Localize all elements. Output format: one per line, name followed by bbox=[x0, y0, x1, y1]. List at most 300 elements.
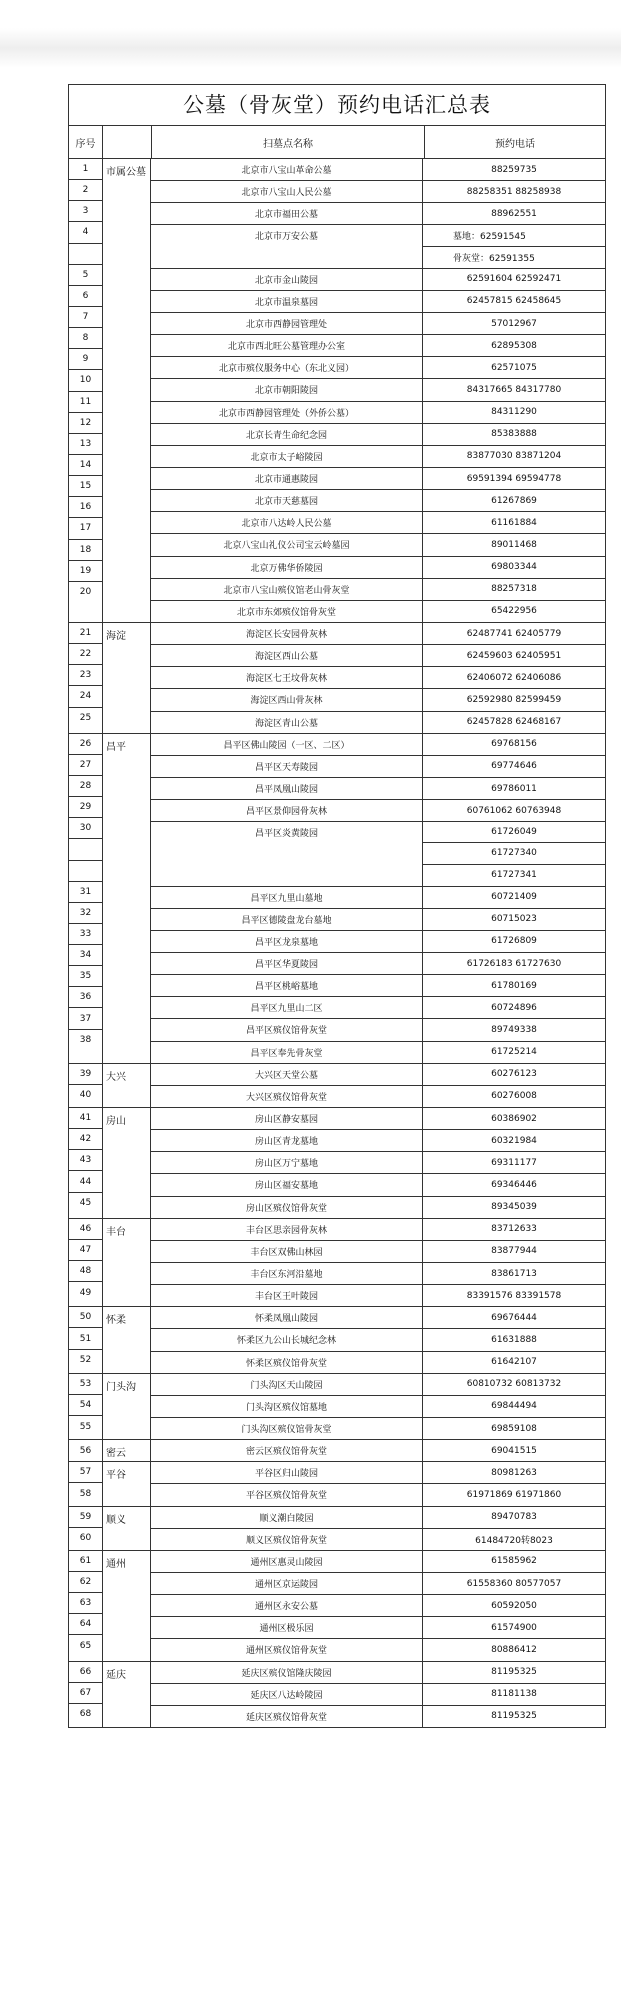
table-row bbox=[151, 269, 605, 291]
district-label: 昌平 bbox=[103, 734, 151, 1063]
district-group bbox=[69, 1507, 605, 1551]
table-row bbox=[151, 534, 605, 556]
phone-number: 57012967 bbox=[491, 318, 537, 329]
phone-cell bbox=[423, 997, 605, 1018]
site-name: 丰台区思亲园骨灰林 bbox=[151, 1219, 423, 1240]
table-row bbox=[151, 313, 605, 335]
phone-cell bbox=[423, 689, 605, 710]
phone-cell bbox=[423, 1174, 605, 1195]
row-number: 63 bbox=[69, 1593, 102, 1614]
phone-number: 61971869 61971860 bbox=[466, 1490, 562, 1500]
row-number: 49 bbox=[79, 1287, 92, 1298]
phone-number: 83877944 bbox=[491, 1246, 537, 1257]
phone-cell bbox=[423, 822, 605, 885]
site-name: 海淀区青山公墓 bbox=[151, 712, 423, 733]
phone-number: 61585962 bbox=[491, 1556, 537, 1567]
table-body bbox=[69, 159, 605, 1728]
site-name: 昌平区九里山二区 bbox=[151, 997, 423, 1018]
district-label: 海淀 bbox=[103, 623, 151, 733]
phone-number: 62459603 62405951 bbox=[466, 650, 562, 661]
site-name: 丰台区东河沿墓地 bbox=[151, 1263, 423, 1284]
row-number: 4 bbox=[69, 222, 102, 243]
row-number-column bbox=[69, 1551, 103, 1661]
group-rows bbox=[151, 1374, 605, 1439]
row-number: 2 bbox=[69, 180, 102, 201]
phone-number: 62406072 62406086 bbox=[466, 672, 562, 683]
row-number: 64 bbox=[69, 1614, 102, 1635]
table-row bbox=[151, 557, 605, 579]
phone-number: 骨灰堂：62591355 bbox=[453, 253, 535, 264]
row-number: 35 bbox=[69, 966, 102, 987]
row-number: 62 bbox=[69, 1572, 102, 1593]
district-group bbox=[69, 1551, 605, 1662]
phone-number: 83391576 83391578 bbox=[466, 1290, 562, 1301]
group-rows bbox=[151, 623, 605, 733]
phone-number: 83712633 bbox=[491, 1224, 537, 1235]
group-rows bbox=[151, 734, 605, 1063]
site-name: 怀柔凤凰山陵园 bbox=[151, 1307, 423, 1328]
row-number: 40 bbox=[79, 1090, 92, 1101]
group-rows bbox=[151, 1662, 605, 1727]
phone-number: 84317665 84317780 bbox=[466, 384, 562, 395]
row-number: 55 bbox=[79, 1421, 92, 1432]
site-name: 门头沟区殡仪馆墓地 bbox=[151, 1396, 423, 1417]
row-number: 11 bbox=[69, 392, 102, 413]
phone-cell bbox=[423, 778, 605, 799]
district-group bbox=[69, 1108, 605, 1219]
phone-number: 85383888 bbox=[491, 429, 537, 440]
row-number: 46 bbox=[69, 1219, 102, 1240]
phone-cell bbox=[423, 1706, 605, 1727]
table-row bbox=[151, 645, 605, 667]
site-name: 北京市通惠陵园 bbox=[151, 468, 423, 489]
phone-number: 88962551 bbox=[491, 208, 537, 219]
site-name: 昌平区桃峪墓地 bbox=[151, 975, 423, 996]
row-number-column bbox=[69, 1219, 103, 1307]
phone-number: 61484720转8023 bbox=[475, 1535, 553, 1546]
table-row bbox=[151, 159, 605, 181]
table-row bbox=[151, 1329, 605, 1351]
phone-cell bbox=[423, 1662, 605, 1683]
phone-number: 61726049 bbox=[423, 822, 605, 843]
site-name: 昌平区殡仪馆骨灰堂 bbox=[151, 1019, 423, 1040]
site-name: 房山区福安墓地 bbox=[151, 1174, 423, 1195]
table-row bbox=[151, 579, 605, 601]
site-name: 大兴区天堂公墓 bbox=[151, 1064, 423, 1085]
district-group bbox=[69, 159, 605, 623]
table-row bbox=[151, 822, 605, 886]
site-name: 北京市西静园管理处（外侨公墓） bbox=[151, 402, 423, 423]
phone-number: 61780169 bbox=[491, 980, 537, 991]
phone-cell bbox=[423, 1352, 605, 1373]
site-name: 海淀区西山骨灰林 bbox=[151, 689, 423, 710]
site-name: 延庆区殡仪馆骨灰堂 bbox=[151, 1706, 423, 1727]
phone-number: 69676444 bbox=[491, 1312, 537, 1323]
site-name: 门头沟区殡仪馆骨灰堂 bbox=[151, 1418, 423, 1439]
row-number-column bbox=[69, 1662, 103, 1727]
phone-number: 69591394 69594778 bbox=[466, 473, 562, 484]
phone-number: 60276008 bbox=[491, 1091, 537, 1102]
phone-cell bbox=[423, 667, 605, 688]
phone-cell bbox=[423, 181, 605, 202]
table-row bbox=[151, 1064, 605, 1086]
phone-cell bbox=[423, 1219, 605, 1240]
table-row bbox=[151, 1662, 605, 1684]
phone-cell bbox=[423, 1019, 605, 1040]
phone-cell bbox=[423, 1507, 605, 1528]
site-name: 北京市八达岭人民公墓 bbox=[151, 512, 423, 533]
row-number-column bbox=[69, 1507, 103, 1550]
phone-cell bbox=[423, 1573, 605, 1594]
row-number: 48 bbox=[69, 1261, 102, 1282]
phone-number: 60761062 60763948 bbox=[466, 805, 562, 816]
table-row bbox=[151, 203, 605, 225]
table-row bbox=[151, 1086, 605, 1107]
table-row bbox=[151, 800, 605, 822]
group-rows bbox=[151, 1219, 605, 1307]
table-row bbox=[151, 689, 605, 711]
table-row bbox=[151, 1507, 605, 1529]
district-group bbox=[69, 623, 605, 734]
group-rows bbox=[151, 1507, 605, 1550]
row-number-blank bbox=[69, 861, 102, 882]
site-name: 北京万佛华侨陵园 bbox=[151, 557, 423, 578]
site-name: 平谷区归山陵园 bbox=[151, 1462, 423, 1483]
district-group bbox=[69, 1662, 605, 1728]
site-name: 北京市温泉墓园 bbox=[151, 291, 423, 312]
site-name: 房山区万宁墓地 bbox=[151, 1152, 423, 1173]
phone-cell bbox=[423, 1130, 605, 1151]
phone-cell bbox=[423, 1617, 605, 1638]
phone-cell bbox=[423, 1418, 605, 1439]
phone-number: 61725214 bbox=[491, 1047, 537, 1058]
phone-number: 61631888 bbox=[491, 1335, 537, 1346]
site-name: 北京市八宝山殡仪馆老山骨灰堂 bbox=[151, 579, 423, 600]
row-number: 13 bbox=[69, 434, 102, 455]
table-row bbox=[151, 1396, 605, 1418]
phone-cell bbox=[423, 225, 605, 267]
phone-cell bbox=[423, 756, 605, 777]
row-number: 30 bbox=[69, 818, 102, 839]
phone-number: 60386902 bbox=[491, 1113, 537, 1124]
site-name: 北京市万安公墓 bbox=[151, 225, 423, 267]
district-group bbox=[69, 1219, 605, 1308]
site-name: 顺义潮白陵园 bbox=[151, 1507, 423, 1528]
phone-cell bbox=[423, 1285, 605, 1306]
row-number: 52 bbox=[79, 1355, 92, 1366]
row-number: 19 bbox=[69, 561, 102, 582]
table-row bbox=[151, 1130, 605, 1152]
phone-cell bbox=[423, 953, 605, 974]
row-number: 28 bbox=[69, 776, 102, 797]
phone-cell bbox=[423, 1064, 605, 1085]
phone-cell bbox=[423, 1086, 605, 1107]
row-number: 26 bbox=[69, 734, 102, 755]
phone-cell bbox=[423, 1639, 605, 1660]
site-name: 昌平凤凰山陵园 bbox=[151, 778, 423, 799]
district-group bbox=[69, 1462, 605, 1506]
site-name: 北京长青生命纪念园 bbox=[151, 424, 423, 445]
table-row bbox=[151, 975, 605, 997]
table-row bbox=[151, 1639, 605, 1660]
table-row bbox=[151, 931, 605, 953]
row-number: 3 bbox=[69, 201, 102, 222]
table-row bbox=[151, 1706, 605, 1727]
site-name: 昌平区龙泉墓地 bbox=[151, 931, 423, 952]
phone-cell bbox=[423, 734, 605, 755]
row-number: 44 bbox=[69, 1171, 102, 1192]
site-name: 海淀区长安园骨灰林 bbox=[151, 623, 423, 644]
row-number: 42 bbox=[69, 1129, 102, 1150]
phone-number: 80981263 bbox=[491, 1467, 537, 1478]
table-row bbox=[151, 1307, 605, 1329]
phone-number: 88257318 bbox=[491, 584, 537, 595]
site-name: 海淀区七王坟骨灰林 bbox=[151, 667, 423, 688]
row-number: 66 bbox=[69, 1662, 102, 1683]
table-header bbox=[69, 126, 605, 159]
site-name: 延庆区殡仪馆隆庆陵园 bbox=[151, 1662, 423, 1683]
phone-cell bbox=[423, 601, 605, 622]
row-number: 14 bbox=[69, 455, 102, 476]
row-number: 12 bbox=[69, 413, 102, 434]
phone-cell bbox=[423, 490, 605, 511]
phone-cell bbox=[423, 379, 605, 400]
site-name: 北京市福田公墓 bbox=[151, 203, 423, 224]
phone-number: 89749338 bbox=[491, 1025, 537, 1036]
table-row bbox=[151, 357, 605, 379]
row-number: 9 bbox=[69, 349, 102, 370]
site-name: 通州区极乐园 bbox=[151, 1617, 423, 1638]
phone-cell bbox=[423, 1684, 605, 1705]
table-row bbox=[151, 1197, 605, 1218]
phone-number: 62457828 62468167 bbox=[466, 717, 562, 728]
phone-number: 60592050 bbox=[491, 1600, 537, 1611]
row-number-column bbox=[69, 1064, 103, 1107]
district-label: 房山 bbox=[103, 1108, 151, 1218]
phone-cell bbox=[423, 1329, 605, 1350]
phone-cell bbox=[423, 1484, 605, 1505]
phone-number: 83877030 83871204 bbox=[466, 451, 562, 462]
phone-number: 62487741 62405779 bbox=[466, 628, 562, 639]
district-group bbox=[69, 1374, 605, 1440]
row-number: 36 bbox=[69, 987, 102, 1008]
table-row bbox=[151, 887, 605, 909]
table-row bbox=[151, 667, 605, 689]
phone-number: 60810732 60813732 bbox=[466, 1379, 562, 1390]
site-name: 北京市太子峪陵园 bbox=[151, 446, 423, 467]
row-number: 53 bbox=[69, 1374, 102, 1395]
district-label: 平谷 bbox=[103, 1462, 151, 1505]
district-label: 怀柔 bbox=[103, 1307, 151, 1372]
table-row bbox=[151, 1174, 605, 1196]
scan-shadow bbox=[0, 28, 621, 68]
row-number: 8 bbox=[69, 328, 102, 349]
group-rows bbox=[151, 1307, 605, 1372]
table-row bbox=[151, 424, 605, 446]
table-row bbox=[151, 1529, 605, 1550]
table-row bbox=[151, 1684, 605, 1706]
row-number-blank bbox=[69, 244, 102, 265]
table-row bbox=[151, 1241, 605, 1263]
row-number-column bbox=[69, 159, 103, 622]
table-row bbox=[151, 1108, 605, 1130]
row-number-column bbox=[69, 1374, 103, 1439]
phone-cell bbox=[423, 975, 605, 996]
table-row bbox=[151, 1551, 605, 1573]
site-name: 昌平区天寿陵园 bbox=[151, 756, 423, 777]
phone-number: 60721409 bbox=[491, 892, 537, 903]
row-number: 58 bbox=[79, 1489, 92, 1499]
table-row bbox=[151, 756, 605, 778]
row-number: 61 bbox=[69, 1551, 102, 1572]
site-name: 昌平区九里山墓地 bbox=[151, 887, 423, 908]
row-number: 34 bbox=[69, 945, 102, 966]
table-row bbox=[151, 1263, 605, 1285]
table-row bbox=[151, 734, 605, 756]
phone-number: 83861713 bbox=[491, 1268, 537, 1279]
phone-cell bbox=[423, 468, 605, 489]
phone-number: 61726809 bbox=[491, 936, 537, 947]
group-rows bbox=[151, 1108, 605, 1218]
row-number: 1 bbox=[69, 159, 102, 180]
row-number-column bbox=[69, 1462, 103, 1505]
table-row bbox=[151, 1019, 605, 1041]
phone-number: 61726183 61727630 bbox=[466, 958, 562, 969]
phone-cell bbox=[423, 402, 605, 423]
header-name: 扫墓点名称 bbox=[152, 126, 425, 158]
site-name: 丰台区王叶陵园 bbox=[151, 1285, 423, 1306]
table-row bbox=[151, 181, 605, 203]
row-number: 38 bbox=[79, 1035, 92, 1046]
phone-cell bbox=[423, 623, 605, 644]
site-name: 昌平区奉先骨灰堂 bbox=[151, 1042, 423, 1063]
district-group bbox=[69, 1064, 605, 1108]
phone-cell bbox=[423, 645, 605, 666]
table-row bbox=[151, 909, 605, 931]
district-label: 顺义 bbox=[103, 1507, 151, 1550]
row-number-column bbox=[69, 1307, 103, 1372]
phone-number: 墓地：62591545 bbox=[423, 225, 605, 246]
phone-number: 89011468 bbox=[491, 539, 537, 550]
row-number: 56 bbox=[79, 1445, 92, 1456]
site-name: 通州区惠灵山陵园 bbox=[151, 1551, 423, 1572]
phone-number: 69311177 bbox=[491, 1157, 537, 1168]
row-number: 20 bbox=[79, 587, 92, 598]
phone-cell bbox=[423, 1440, 605, 1461]
phone-number: 61727340 bbox=[423, 843, 605, 864]
phone-cell bbox=[423, 269, 605, 290]
row-number-column bbox=[69, 1440, 103, 1461]
site-name: 北京市八宝山人民公墓 bbox=[151, 181, 423, 202]
group-rows bbox=[151, 159, 605, 622]
site-name: 大兴区殡仪馆骨灰堂 bbox=[151, 1086, 423, 1107]
site-name: 通州区殡仪馆骨灰堂 bbox=[151, 1639, 423, 1660]
site-name: 丰台区双佛山林园 bbox=[151, 1241, 423, 1262]
site-name: 北京市殡仪服务中心（东北义园） bbox=[151, 357, 423, 378]
site-name: 房山区青龙墓地 bbox=[151, 1130, 423, 1151]
row-number: 5 bbox=[69, 265, 102, 286]
row-number-blank bbox=[69, 839, 102, 860]
phone-directory-table bbox=[68, 84, 606, 1728]
phone-number: 61161884 bbox=[491, 517, 537, 528]
site-name: 北京市天慈墓园 bbox=[151, 490, 423, 511]
phone-number: 62571075 bbox=[491, 362, 537, 373]
row-number: 23 bbox=[69, 665, 102, 686]
table-row bbox=[151, 1352, 605, 1373]
district-group bbox=[69, 1440, 605, 1462]
table-row bbox=[151, 1484, 605, 1505]
table-row bbox=[151, 953, 605, 975]
row-number: 59 bbox=[69, 1507, 102, 1528]
phone-cell bbox=[423, 357, 605, 378]
table-row bbox=[151, 379, 605, 401]
table-row bbox=[151, 335, 605, 357]
phone-number: 81195325 bbox=[491, 1711, 537, 1722]
site-name: 北京市朝阳陵园 bbox=[151, 379, 423, 400]
phone-number: 84311290 bbox=[491, 407, 537, 418]
district-label: 大兴 bbox=[103, 1064, 151, 1107]
row-number: 65 bbox=[79, 1640, 92, 1651]
table-row bbox=[151, 601, 605, 622]
phone-number: 60321984 bbox=[491, 1135, 537, 1146]
phone-cell bbox=[423, 446, 605, 467]
phone-cell bbox=[423, 1263, 605, 1284]
table-row bbox=[151, 446, 605, 468]
phone-cell bbox=[423, 159, 605, 180]
row-number: 15 bbox=[69, 476, 102, 497]
table-row bbox=[151, 468, 605, 490]
site-name: 北京市金山陵园 bbox=[151, 269, 423, 290]
page-title: 公墓（骨灰堂）预约电话汇总表 bbox=[69, 85, 605, 126]
site-name: 怀柔区九公山长城纪念林 bbox=[151, 1329, 423, 1350]
row-number: 22 bbox=[69, 644, 102, 665]
table-row bbox=[151, 1152, 605, 1174]
phone-cell bbox=[423, 1307, 605, 1328]
phone-cell bbox=[423, 1152, 605, 1173]
phone-cell bbox=[423, 534, 605, 555]
site-name: 通州区京运陵园 bbox=[151, 1573, 423, 1594]
phone-number: 88259735 bbox=[491, 164, 537, 175]
phone-number: 61642107 bbox=[491, 1357, 537, 1368]
site-name: 昌平区佛山陵园（一区、二区） bbox=[151, 734, 423, 755]
header-phone: 预约电话 bbox=[495, 138, 535, 150]
site-name: 平谷区殡仪馆骨灰堂 bbox=[151, 1484, 423, 1505]
phone-number: 88258351 88258938 bbox=[466, 186, 562, 197]
phone-number: 69768156 bbox=[491, 739, 537, 750]
row-number: 29 bbox=[69, 797, 102, 818]
phone-number: 60276123 bbox=[491, 1069, 537, 1080]
phone-cell bbox=[423, 712, 605, 733]
phone-number: 61267869 bbox=[491, 495, 537, 506]
row-number: 67 bbox=[69, 1683, 102, 1704]
row-number: 7 bbox=[69, 307, 102, 328]
table-row bbox=[151, 1374, 605, 1396]
table-row bbox=[151, 1595, 605, 1617]
table-row bbox=[151, 1285, 605, 1306]
phone-cell bbox=[423, 1551, 605, 1572]
row-number: 57 bbox=[69, 1462, 102, 1483]
phone-number: 60724896 bbox=[491, 1002, 537, 1013]
district-label: 门头沟 bbox=[103, 1374, 151, 1439]
site-name: 房山区殡仪馆骨灰堂 bbox=[151, 1197, 423, 1218]
table-row bbox=[151, 1440, 605, 1461]
row-number: 25 bbox=[79, 713, 92, 724]
site-name: 北京市八宝山革命公墓 bbox=[151, 159, 423, 180]
site-name: 怀柔区殡仪馆骨灰堂 bbox=[151, 1352, 423, 1373]
phone-cell bbox=[423, 203, 605, 224]
phone-number: 81181138 bbox=[491, 1689, 537, 1700]
row-number: 41 bbox=[69, 1108, 102, 1129]
